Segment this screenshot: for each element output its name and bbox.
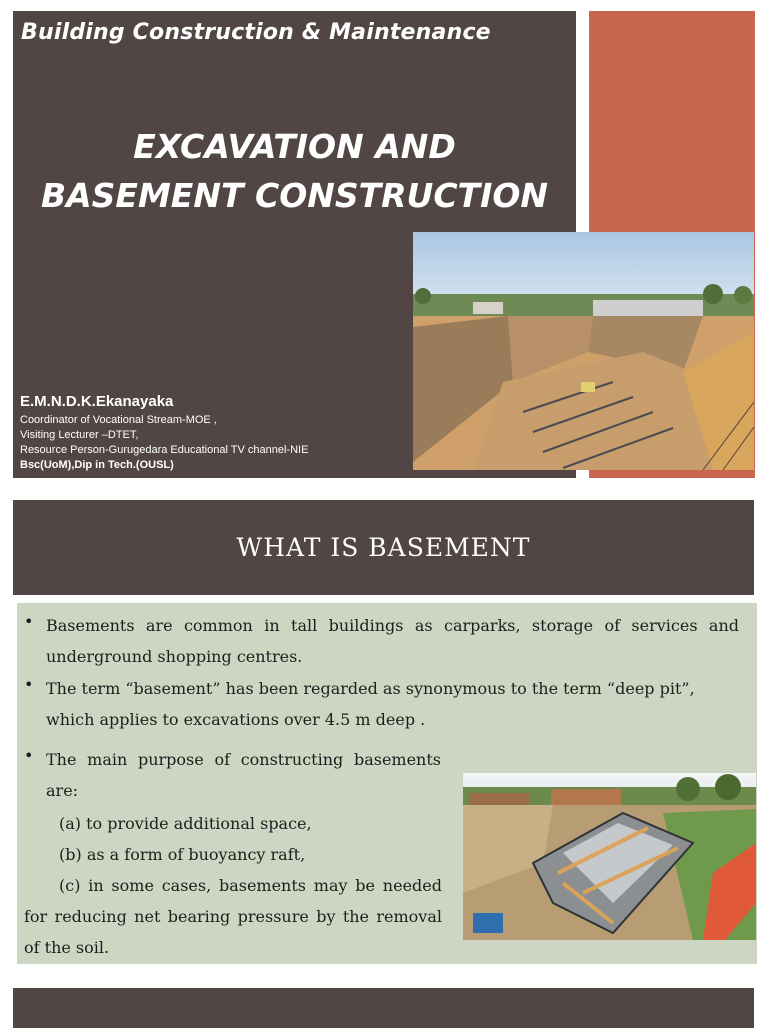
basement-construction-photo xyxy=(463,773,756,940)
author-qualifications: Bsc(UoM),Dip in Tech.(OUSL) xyxy=(20,459,174,471)
purpose-item-c: (c) in some cases, basements may be needed for reducing net bearing pressure by the removal of the soil. xyxy=(24,876,442,957)
slide-title-line-2: BASEMENT CONSTRUCTION xyxy=(40,176,549,215)
author-role-1: Coordinator of Vocational Stream-MOE , xyxy=(20,414,217,426)
section-title: WHAT IS BASEMENT xyxy=(236,533,531,562)
next-slide-header xyxy=(13,988,754,1028)
author-name: E.M.N.D.K.Ekanayaka xyxy=(20,393,174,410)
bullet-2-text: The term “basement” has been regarded as synonymous to the term “deep pit”, which applies to excavations over 4.5 m deep . xyxy=(46,679,695,729)
purpose-intro: The main purpose of constructing basements are: xyxy=(46,750,441,800)
author-role-2: Visiting Lecturer –DTET, xyxy=(20,429,139,441)
bullet-3-marker: • xyxy=(24,746,34,765)
course-subtitle: Building Construction & Maintenance xyxy=(21,20,491,45)
author-role-3: Resource Person-Gurugedara Educational TV channel-NIE xyxy=(20,444,309,456)
bullet-1-text: Basements are common in tall buildings as carparks, storage of services and underground shopping centres. xyxy=(46,616,739,666)
author-details xyxy=(20,413,308,473)
slide-title xyxy=(13,122,576,220)
bullet-2-marker: • xyxy=(24,675,34,694)
section-header xyxy=(13,500,754,595)
bullet-1-marker: • xyxy=(24,612,34,631)
purpose-item-b: (b) as a form of buoyancy raft, xyxy=(59,845,306,864)
slide-title-line-1: EXCAVATION AND xyxy=(133,127,456,166)
excavation-site-photo xyxy=(413,232,754,470)
purpose-item-a: (a) to provide additional space, xyxy=(59,814,312,833)
